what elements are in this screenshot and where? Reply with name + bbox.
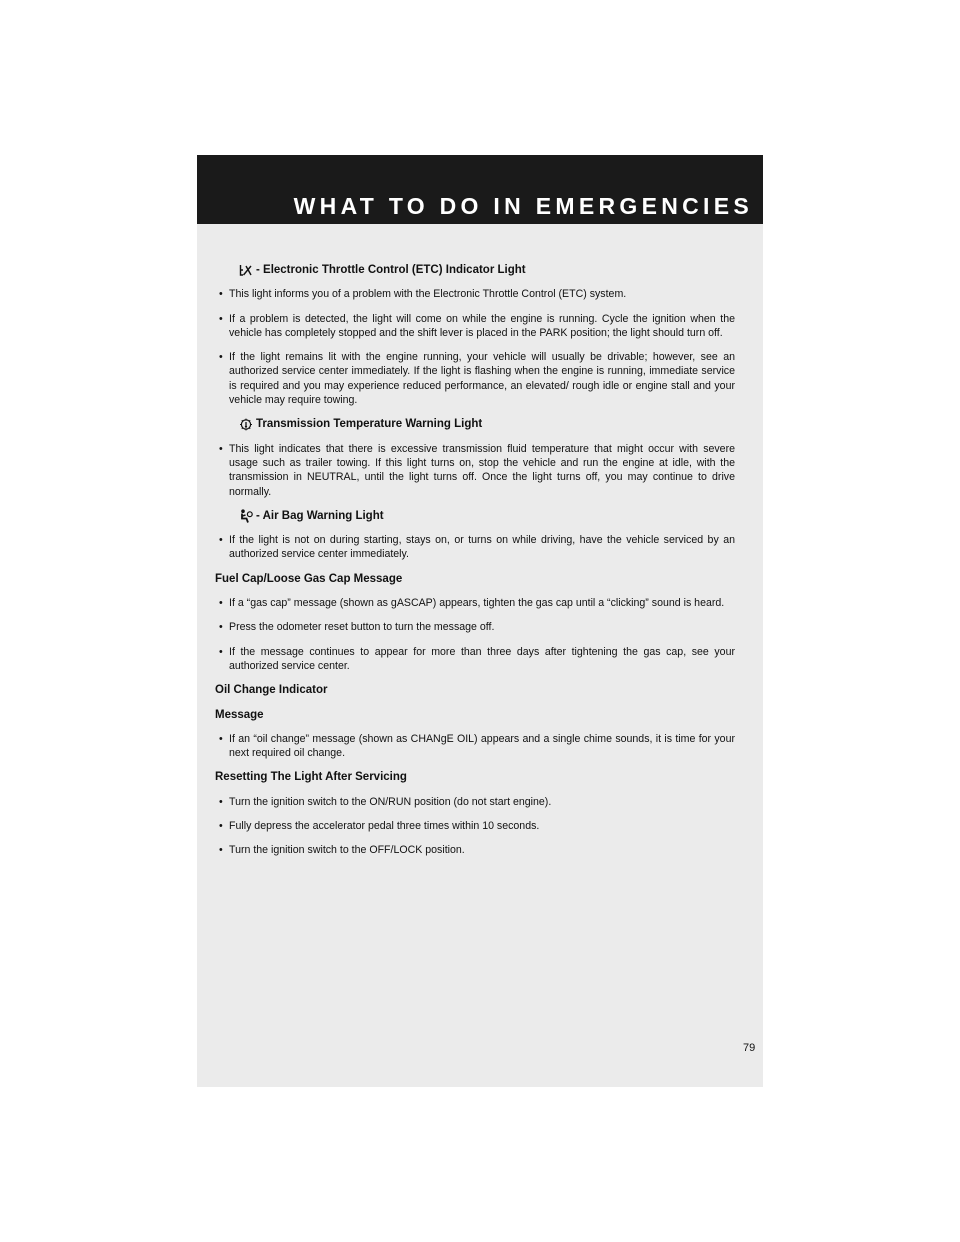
etc-bullet-list xyxy=(215,287,735,407)
oil-change-subheading: Message xyxy=(215,708,264,721)
list-item: • Fully depress the accelerator pedal three times within 10 seconds. xyxy=(215,819,735,833)
etc-heading-text: - Electronic Throttle Control (ETC) Indicator Light xyxy=(256,264,526,276)
list-item: • If a “gas cap” message (shown as gASCAP) appears, tighten the gas cap until a “clicking” sound is heard. xyxy=(215,596,735,610)
transmission-bullet-list xyxy=(215,442,735,499)
airbag-bullet-list xyxy=(215,533,735,562)
page-content xyxy=(215,263,735,868)
list-item: • Press the odometer reset button to turn the message off. xyxy=(215,620,735,634)
list-item: • Turn the ignition switch to the OFF/LOCK position. xyxy=(215,843,735,857)
manual-page xyxy=(197,155,763,1087)
list-item: • This light indicates that there is excessive transmission fluid temperature that might occur with severe usage such as trailer towing. If this light turns on, stop the vehicle and run the engine at idle, with the transmission in NEUTRAL, until the light turns off. Once the light turns off, you may continue to drive normally. xyxy=(215,442,735,499)
resetting-heading: Resetting The Light After Servicing xyxy=(215,771,407,784)
airbag-heading xyxy=(239,509,735,523)
list-item: • If the light is not on during starting, stays on, or turns on while driving, have the vehicle serviced by an authorized service center immediately. xyxy=(215,533,735,562)
list-item: • If a problem is detected, the light will come on while the engine is running. Cycle the ignition when the vehicle has completely stopped and the shift lever is placed in the PARK position; the light should turn off. xyxy=(215,312,735,341)
resetting-bullet-list xyxy=(215,795,735,858)
etc-heading xyxy=(239,263,735,277)
etc-throttle-icon xyxy=(239,264,253,277)
list-item: • This light informs you of a problem with the Electronic Throttle Control (ETC) system. xyxy=(215,287,735,301)
list-item: • If the light remains lit with the engine running, your vehicle will usually be drivable; however, see an authorized service center immediately. If the light is flashing when the engine is running, immediate service is required and you may experience reduced performance, an elevated/ rough idle or engine stall and your vehicle may require towing. xyxy=(215,350,735,407)
airbag-heading-text: - Air Bag Warning Light xyxy=(256,509,384,522)
transmission-heading xyxy=(239,417,735,431)
section-header-bar xyxy=(197,155,763,224)
list-item: • Turn the ignition switch to the ON/RUN position (do not start engine). xyxy=(215,795,735,809)
list-item: • If the message continues to appear for more than three days after tightening the gas cap, see your authorized service center. xyxy=(215,645,735,674)
list-item: • If an “oil change” message (shown as CHANgE OIL) appears and a single chime sounds, it is time for your next required oil change. xyxy=(215,732,735,761)
fuel-cap-bullet-list xyxy=(215,596,735,673)
airbag-icon xyxy=(239,509,253,523)
transmission-temperature-icon xyxy=(239,418,253,431)
oil-change-bullet-list xyxy=(215,732,735,761)
fuel-cap-heading: Fuel Cap/Loose Gas Cap Message xyxy=(215,572,403,585)
transmission-heading-text: Transmission Temperature Warning Light xyxy=(256,418,483,431)
oil-change-heading: Oil Change Indicator xyxy=(215,684,328,697)
header-title: WHAT TO DO IN EMERGENCIES xyxy=(293,193,753,219)
page-number: 79 xyxy=(743,1042,756,1054)
